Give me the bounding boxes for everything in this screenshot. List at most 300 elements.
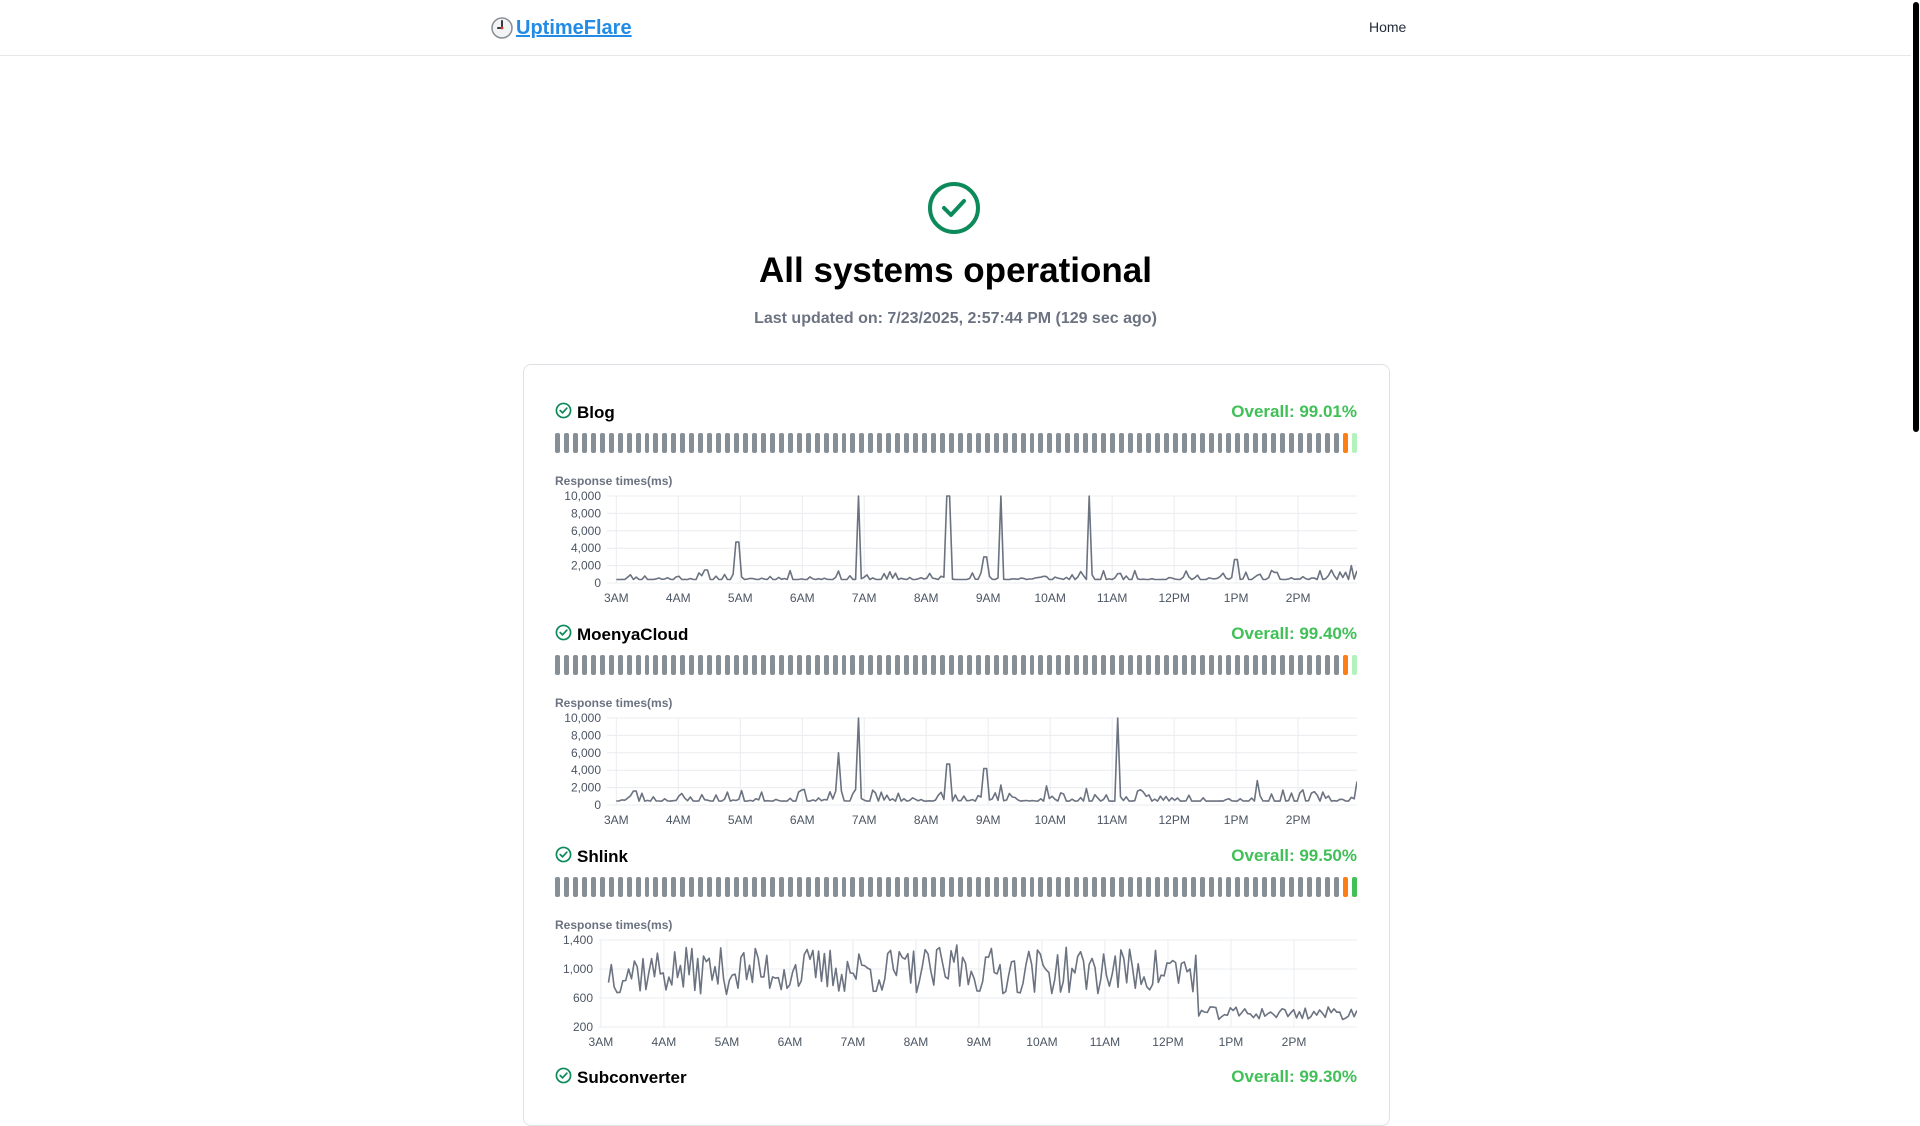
uptime-day-bar[interactable] — [949, 433, 954, 453]
uptime-day-bar[interactable] — [627, 877, 632, 897]
uptime-day-bar[interactable] — [868, 655, 873, 675]
uptime-day-bar[interactable] — [1021, 877, 1026, 897]
uptime-day-bar[interactable] — [1146, 433, 1151, 453]
uptime-day-bar[interactable] — [1137, 433, 1142, 453]
uptime-day-bar[interactable] — [725, 433, 730, 453]
x-tick-label: 9AM — [975, 591, 1001, 603]
uptime-day-bar[interactable] — [618, 655, 623, 675]
uptime-day-bar[interactable] — [1191, 433, 1196, 453]
uptime-day-bar[interactable] — [662, 433, 667, 453]
uptime-day-bar[interactable] — [573, 877, 578, 897]
response-times-label: Response times(ms) — [555, 474, 673, 488]
uptime-day-bar[interactable] — [582, 655, 587, 675]
uptime-day-bar[interactable] — [1155, 433, 1160, 453]
uptime-day-bar[interactable] — [645, 877, 650, 897]
uptime-day-bar[interactable] — [1092, 877, 1097, 897]
uptime-day-bar[interactable] — [671, 655, 676, 675]
uptime-day-bar[interactable] — [662, 655, 667, 675]
uptime-day-bar[interactable] — [1280, 877, 1285, 897]
uptime-day-bar[interactable] — [994, 655, 999, 675]
uptime-day-bar[interactable] — [618, 877, 623, 897]
uptime-day-bar[interactable] — [1038, 877, 1043, 897]
uptime-day-bar[interactable] — [913, 433, 918, 453]
uptime-day-bar[interactable] — [1262, 877, 1267, 897]
uptime-day-bar[interactable] — [1128, 877, 1133, 897]
monitor-blog — [555, 400, 1357, 603]
uptime-day-bar[interactable] — [609, 433, 614, 453]
uptime-day-bar[interactable] — [689, 877, 694, 897]
uptime-day-bar[interactable] — [788, 877, 793, 897]
monitor-shlink — [555, 844, 1357, 1047]
scrollbar-thumb[interactable] — [1913, 2, 1919, 432]
uptime-day-bar[interactable] — [967, 655, 972, 675]
x-tick-label: 8AM — [913, 813, 939, 825]
uptime-day-bar[interactable] — [1352, 433, 1357, 453]
uptime-day-bar[interactable] — [1352, 655, 1357, 675]
uptime-day-bar[interactable] — [1047, 433, 1052, 453]
uptime-day-bar[interactable] — [1325, 433, 1330, 453]
uptime-day-bar[interactable] — [1209, 877, 1214, 897]
uptime-day-bar[interactable] — [1244, 877, 1249, 897]
uptime-day-bar[interactable] — [1030, 877, 1035, 897]
uptime-day-bar[interactable] — [1137, 655, 1142, 675]
uptime-day-bar[interactable] — [913, 877, 918, 897]
x-tick-label: 3AM — [603, 591, 629, 603]
uptime-day-bar[interactable] — [1262, 433, 1267, 453]
uptime-day-bar[interactable] — [1209, 433, 1214, 453]
uptime-day-bar[interactable] — [555, 655, 560, 675]
uptime-day-bar[interactable] — [815, 877, 820, 897]
response-time-series-line[interactable] — [609, 945, 1358, 1019]
uptime-day-bar[interactable] — [555, 433, 560, 453]
uptime-day-bar[interactable] — [859, 877, 864, 897]
uptime-day-bar[interactable] — [1226, 433, 1231, 453]
uptime-day-bar[interactable] — [1191, 877, 1196, 897]
uptime-day-bar[interactable] — [1038, 655, 1043, 675]
x-tick-label: 5AM — [727, 813, 753, 825]
uptime-day-bar[interactable] — [824, 877, 829, 897]
uptime-day-bar[interactable] — [689, 655, 694, 675]
uptime-day-bar[interactable] — [985, 433, 990, 453]
uptime-day-bar[interactable] — [1101, 877, 1106, 897]
uptime-day-bar[interactable] — [591, 655, 596, 675]
uptime-day-bar[interactable] — [1155, 877, 1160, 897]
uptime-day-bar[interactable] — [1021, 655, 1026, 675]
uptime-day-bar[interactable] — [1218, 877, 1223, 897]
uptime-day-bar[interactable] — [636, 655, 641, 675]
uptime-day-bar[interactable] — [770, 655, 775, 675]
uptime-day-bar[interactable] — [842, 877, 847, 897]
uptime-day-bar[interactable] — [743, 655, 748, 675]
uptime-day-bar[interactable] — [1074, 655, 1079, 675]
uptime-day-bar[interactable] — [1182, 655, 1187, 675]
uptime-day-bar[interactable] — [698, 433, 703, 453]
uptime-day-bar[interactable] — [922, 433, 927, 453]
uptime-day-bar[interactable] — [1289, 655, 1294, 675]
uptime-day-bar[interactable] — [788, 655, 793, 675]
uptime-day-bar[interactable] — [850, 433, 855, 453]
uptime-day-bar[interactable] — [1030, 433, 1035, 453]
uptime-day-bar[interactable] — [815, 433, 820, 453]
uptime-day-bar[interactable] — [653, 877, 658, 897]
uptime-day-bar[interactable] — [1021, 433, 1026, 453]
uptime-day-bar[interactable] — [958, 877, 963, 897]
uptime-day-bar[interactable] — [967, 877, 972, 897]
uptime-day-bar[interactable] — [698, 877, 703, 897]
uptime-day-bar[interactable] — [680, 877, 685, 897]
uptime-day-bar[interactable] — [716, 433, 721, 453]
uptime-day-bar[interactable] — [842, 655, 847, 675]
x-tick-label: 12PM — [1152, 1035, 1184, 1047]
uptime-day-bar[interactable] — [725, 655, 730, 675]
uptime-day-bar[interactable] — [1307, 877, 1312, 897]
uptime-day-bar[interactable] — [1164, 433, 1169, 453]
uptime-day-bar[interactable] — [1164, 877, 1169, 897]
uptime-day-bar[interactable] — [850, 877, 855, 897]
uptime-day-bar[interactable] — [1083, 877, 1088, 897]
uptime-day-bar[interactable] — [877, 877, 882, 897]
monitor-name: Blog — [577, 403, 615, 422]
uptime-day-bar[interactable] — [1083, 655, 1088, 675]
uptime-day-bar[interactable] — [994, 433, 999, 453]
check-circle-icon — [555, 1067, 572, 1089]
uptime-day-bar[interactable] — [1110, 877, 1115, 897]
uptime-day-bar[interactable] — [1209, 655, 1214, 675]
uptime-day-bar[interactable] — [1235, 433, 1240, 453]
uptime-day-bar[interactable] — [662, 877, 667, 897]
uptime-day-bar[interactable] — [886, 877, 891, 897]
uptime-day-bar[interactable] — [582, 433, 587, 453]
logo-link[interactable] — [490, 15, 632, 41]
monitor-name: MoenyaCloud — [577, 625, 689, 644]
uptime-day-bar[interactable] — [698, 655, 703, 675]
uptime-day-bar[interactable] — [725, 877, 730, 897]
uptime-day-bar[interactable] — [1280, 655, 1285, 675]
uptime-day-bar[interactable] — [770, 433, 775, 453]
x-tick-label: 12PM — [1158, 813, 1190, 825]
uptime-day-bar[interactable] — [1137, 877, 1142, 897]
uptime-day-bar[interactable] — [877, 433, 882, 453]
uptime-day-bar[interactable] — [1030, 655, 1035, 675]
uptime-day-bar[interactable] — [1316, 433, 1321, 453]
uptime-day-bar[interactable] — [1047, 877, 1052, 897]
uptime-day-bar[interactable] — [859, 433, 864, 453]
uptime-day-bar[interactable] — [707, 655, 712, 675]
uptime-day-bar[interactable] — [904, 877, 909, 897]
uptime-day-bar[interactable] — [1128, 655, 1133, 675]
uptime-day-bar[interactable] — [824, 433, 829, 453]
uptime-day-bar[interactable] — [1146, 877, 1151, 897]
uptime-day-bar[interactable] — [564, 877, 569, 897]
uptime-day-bar[interactable] — [1253, 655, 1258, 675]
uptime-day-bar[interactable] — [671, 877, 676, 897]
nav-home-link[interactable]: Home — [1369, 19, 1407, 35]
uptime-day-bar[interactable] — [1289, 433, 1294, 453]
uptime-day-bar[interactable] — [877, 655, 882, 675]
uptime-day-bar[interactable] — [1003, 433, 1008, 453]
uptime-day-bar[interactable] — [931, 877, 936, 897]
uptime-day-bar[interactable] — [1092, 433, 1097, 453]
uptime-day-bar[interactable] — [1343, 433, 1348, 453]
uptime-day-bar[interactable] — [1110, 433, 1115, 453]
uptime-day-bar[interactable] — [1307, 655, 1312, 675]
uptime-day-bar[interactable] — [591, 877, 596, 897]
y-tick-label: 0 — [594, 798, 601, 812]
uptime-day-bar[interactable] — [680, 655, 685, 675]
uptime-day-bar[interactable] — [1101, 655, 1106, 675]
uptime-day-bar[interactable] — [573, 655, 578, 675]
uptime-day-bar[interactable] — [761, 433, 766, 453]
uptime-day-bar[interactable] — [868, 877, 873, 897]
uptime-day-bar[interactable] — [1065, 433, 1070, 453]
uptime-day-bar[interactable] — [564, 433, 569, 453]
uptime-day-bar[interactable] — [1316, 877, 1321, 897]
uptime-day-bar[interactable] — [895, 433, 900, 453]
uptime-day-bar[interactable] — [1262, 655, 1267, 675]
uptime-day-bar[interactable] — [1191, 655, 1196, 675]
uptime-day-bar[interactable] — [609, 655, 614, 675]
uptime-day-bar[interactable] — [949, 877, 954, 897]
uptime-day-bar[interactable] — [1182, 877, 1187, 897]
uptime-day-bar[interactable] — [627, 433, 632, 453]
uptime-day-bar[interactable] — [761, 877, 766, 897]
uptime-day-bar[interactable] — [609, 877, 614, 897]
uptime-day-bar[interactable] — [707, 877, 712, 897]
uptime-day-bar[interactable] — [788, 433, 793, 453]
uptime-day-bar[interactable] — [1038, 433, 1043, 453]
uptime-day-bar[interactable] — [770, 877, 775, 897]
uptime-day-bar[interactable] — [1218, 433, 1223, 453]
uptime-day-bar[interactable] — [940, 655, 945, 675]
uptime-day-bar[interactable] — [976, 655, 981, 675]
uptime-day-bar[interactable] — [1325, 877, 1330, 897]
response-time-series-line[interactable] — [616, 718, 1357, 801]
uptime-day-bar[interactable] — [591, 433, 596, 453]
uptime-day-bar[interactable] — [1101, 433, 1106, 453]
uptime-day-bar[interactable] — [1119, 877, 1124, 897]
uptime-day-bar[interactable] — [949, 655, 954, 675]
uptime-day-bar[interactable] — [1218, 655, 1223, 675]
uptime-day-bar[interactable] — [1074, 877, 1079, 897]
uptime-day-bar[interactable] — [1235, 655, 1240, 675]
uptime-day-bar[interactable] — [600, 877, 605, 897]
uptime-day-bar[interactable] — [922, 655, 927, 675]
uptime-day-bar[interactable] — [779, 655, 784, 675]
monitor-header — [555, 622, 1357, 648]
uptime-day-bar[interactable] — [627, 655, 632, 675]
uptime-day-bar[interactable] — [1182, 433, 1187, 453]
uptime-day-bar[interactable] — [904, 655, 909, 675]
uptime-day-bar[interactable] — [1200, 655, 1205, 675]
uptime-day-bar[interactable] — [797, 877, 802, 897]
uptime-day-bar[interactable] — [1056, 655, 1061, 675]
uptime-day-bar[interactable] — [752, 433, 757, 453]
uptime-day-bar[interactable] — [1307, 433, 1312, 453]
uptime-day-bar[interactable] — [868, 433, 873, 453]
y-tick-label: 1,000 — [562, 962, 593, 976]
uptime-day-bar[interactable] — [1343, 877, 1348, 897]
last-updated-text: Last updated on: 7/23/2025, 2:57:44 PM (129 sec ago) — [754, 310, 1157, 327]
uptime-day-bar[interactable] — [600, 433, 605, 453]
uptime-day-bar[interactable] — [976, 433, 981, 453]
uptime-day-bar[interactable] — [1200, 877, 1205, 897]
uptime-day-bar[interactable] — [904, 433, 909, 453]
uptime-day-bar[interactable] — [1289, 877, 1294, 897]
uptime-day-bar[interactable] — [1092, 655, 1097, 675]
uptime-day-bar[interactable] — [645, 655, 650, 675]
uptime-day-bar[interactable] — [1334, 655, 1339, 675]
uptime-day-bar[interactable] — [842, 433, 847, 453]
uptime-day-bar[interactable] — [815, 655, 820, 675]
uptime-day-bar[interactable] — [689, 433, 694, 453]
uptime-day-bar[interactable] — [1334, 877, 1339, 897]
uptime-day-bar[interactable] — [707, 433, 712, 453]
uptime-day-bar[interactable] — [859, 655, 864, 675]
uptime-day-bar[interactable] — [1110, 655, 1115, 675]
response-time-series-line[interactable] — [616, 496, 1357, 580]
uptime-day-bar[interactable] — [555, 877, 560, 897]
uptime-day-bar[interactable] — [752, 655, 757, 675]
uptime-day-bar[interactable] — [1012, 433, 1017, 453]
uptime-day-bar[interactable] — [1235, 877, 1240, 897]
uptime-day-bar[interactable] — [985, 877, 990, 897]
uptime-day-bar[interactable] — [895, 655, 900, 675]
uptime-day-bar[interactable] — [1244, 433, 1249, 453]
uptime-day-bar[interactable] — [1226, 655, 1231, 675]
uptime-day-bar[interactable] — [1253, 433, 1258, 453]
uptime-day-bar[interactable] — [1325, 655, 1330, 675]
uptime-day-bar[interactable] — [636, 877, 641, 897]
uptime-day-bar[interactable] — [653, 433, 658, 453]
uptime-day-bar[interactable] — [1012, 655, 1017, 675]
uptime-day-bar[interactable] — [958, 433, 963, 453]
check-circle-icon — [927, 181, 981, 235]
uptime-day-bar[interactable] — [1012, 877, 1017, 897]
uptime-day-bar[interactable] — [1298, 433, 1303, 453]
uptime-day-bar[interactable] — [1271, 433, 1276, 453]
uptime-day-bar[interactable] — [985, 655, 990, 675]
uptime-day-bar[interactable] — [752, 877, 757, 897]
uptime-day-bar[interactable] — [850, 655, 855, 675]
uptime-day-bar[interactable] — [618, 433, 623, 453]
uptime-day-bar[interactable] — [1155, 655, 1160, 675]
monitor-title — [555, 624, 688, 646]
x-tick-label: 6AM — [777, 1035, 803, 1047]
uptime-day-bar[interactable] — [940, 433, 945, 453]
uptime-day-bar[interactable] — [886, 655, 891, 675]
uptime-day-bar[interactable] — [1271, 877, 1276, 897]
uptime-day-bar[interactable] — [931, 655, 936, 675]
uptime-day-bar[interactable] — [806, 655, 811, 675]
uptime-day-bar[interactable] — [1200, 433, 1205, 453]
uptime-day-bar[interactable] — [573, 433, 578, 453]
uptime-day-bar[interactable] — [824, 655, 829, 675]
uptime-day-bar[interactable] — [1119, 433, 1124, 453]
uptime-day-bar[interactable] — [1065, 655, 1070, 675]
uptime-day-bar[interactable] — [734, 655, 739, 675]
monitor-header — [555, 844, 1357, 870]
uptime-day-bar[interactable] — [671, 433, 676, 453]
uptime-day-bar[interactable] — [716, 877, 721, 897]
uptime-day-bar[interactable] — [797, 433, 802, 453]
uptime-day-bar[interactable] — [1056, 433, 1061, 453]
uptime-day-bar[interactable] — [1334, 433, 1339, 453]
uptime-day-bar[interactable] — [1173, 433, 1178, 453]
uptime-day-bar[interactable] — [1343, 655, 1348, 675]
uptime-day-bar[interactable] — [680, 433, 685, 453]
uptime-day-bar[interactable] — [1047, 655, 1052, 675]
uptime-day-bar[interactable] — [1164, 655, 1169, 675]
uptime-day-bar[interactable] — [1298, 877, 1303, 897]
uptime-day-bar[interactable] — [1253, 877, 1258, 897]
uptime-day-bar[interactable] — [1173, 877, 1178, 897]
uptime-day-bar[interactable] — [600, 655, 605, 675]
uptime-day-bar[interactable] — [1128, 433, 1133, 453]
uptime-day-bar[interactable] — [636, 433, 641, 453]
uptime-day-bar[interactable] — [833, 433, 838, 453]
monitor-header — [555, 1065, 1357, 1091]
uptime-day-bar[interactable] — [645, 433, 650, 453]
uptime-day-bar[interactable] — [1298, 655, 1303, 675]
uptime-day-bar[interactable] — [779, 433, 784, 453]
x-tick-label: 10AM — [1026, 1035, 1058, 1047]
uptime-day-bar[interactable] — [1226, 877, 1231, 897]
uptime-day-bar[interactable] — [806, 877, 811, 897]
uptime-day-bar[interactable] — [582, 877, 587, 897]
uptime-day-bar[interactable] — [833, 877, 838, 897]
y-tick-label: 10,000 — [564, 489, 601, 503]
uptime-day-bar[interactable] — [931, 433, 936, 453]
uptime-day-bar[interactable] — [761, 655, 766, 675]
uptime-day-bar[interactable] — [1003, 655, 1008, 675]
uptime-day-bar[interactable] — [1056, 877, 1061, 897]
uptime-day-bar[interactable] — [743, 877, 748, 897]
uptime-day-bar[interactable] — [994, 877, 999, 897]
uptime-day-bar[interactable] — [895, 877, 900, 897]
uptime-day-bar[interactable] — [886, 433, 891, 453]
uptime-day-bar[interactable] — [958, 655, 963, 675]
uptime-day-bar[interactable] — [734, 877, 739, 897]
uptime-day-bar[interactable] — [1352, 877, 1357, 897]
uptime-day-bar[interactable] — [913, 655, 918, 675]
uptime-day-bar[interactable] — [940, 877, 945, 897]
uptime-day-bar[interactable] — [1280, 433, 1285, 453]
uptime-day-bar[interactable] — [1083, 433, 1088, 453]
uptime-day-bar[interactable] — [1146, 655, 1151, 675]
uptime-day-bar[interactable] — [1316, 655, 1321, 675]
uptime-day-bar[interactable] — [564, 655, 569, 675]
uptime-day-bar[interactable] — [779, 877, 784, 897]
uptime-day-bar[interactable] — [1244, 655, 1249, 675]
uptime-day-bar[interactable] — [653, 655, 658, 675]
uptime-day-bar[interactable] — [976, 877, 981, 897]
uptime-day-bar[interactable] — [1173, 655, 1178, 675]
uptime-day-bar[interactable] — [1003, 877, 1008, 897]
uptime-day-bar[interactable] — [806, 433, 811, 453]
uptime-day-bar[interactable] — [1074, 433, 1079, 453]
uptime-day-bar[interactable] — [743, 433, 748, 453]
uptime-day-bar[interactable] — [1065, 877, 1070, 897]
uptime-day-bar[interactable] — [967, 433, 972, 453]
uptime-day-bar[interactable] — [716, 655, 721, 675]
x-tick-label: 2PM — [1281, 1035, 1307, 1047]
uptime-day-bar[interactable] — [1119, 655, 1124, 675]
uptime-day-bar[interactable] — [833, 655, 838, 675]
uptime-day-bar[interactable] — [734, 433, 739, 453]
uptime-day-bar[interactable] — [1271, 655, 1276, 675]
uptime-day-bar[interactable] — [922, 877, 927, 897]
uptime-day-bar[interactable] — [797, 655, 802, 675]
